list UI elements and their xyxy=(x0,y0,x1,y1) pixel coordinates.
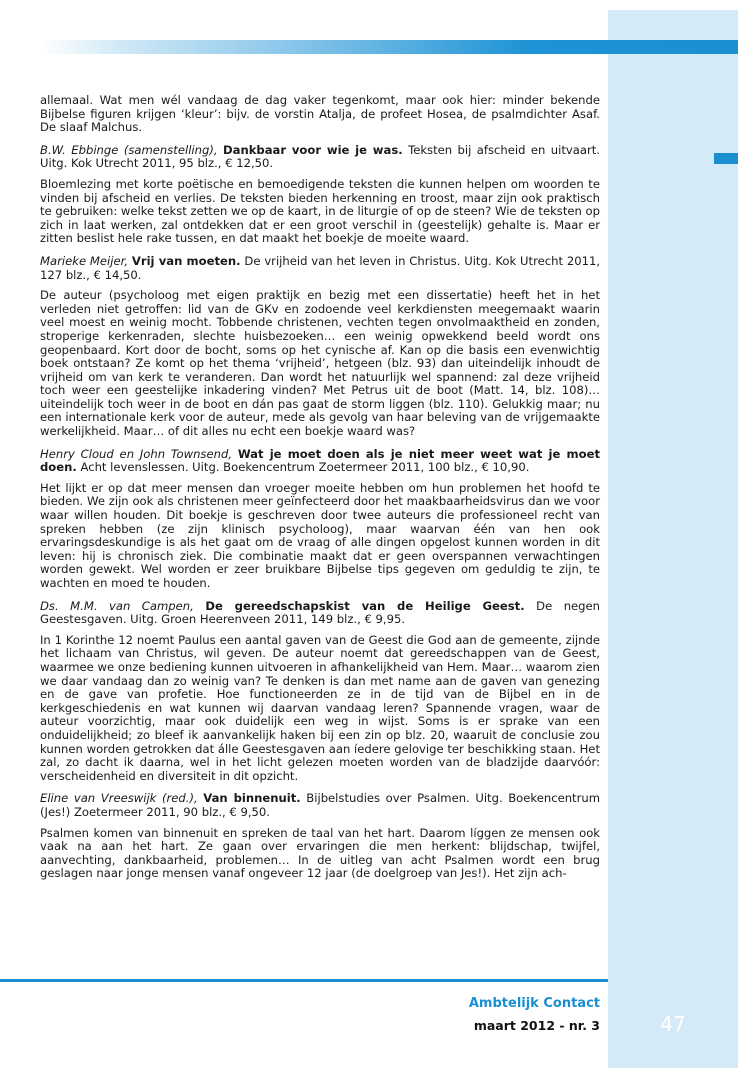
review-title: Van binnenuit. xyxy=(203,791,301,806)
review-heading xyxy=(40,792,600,819)
review-author: Eline van Vreeswijk (red.), xyxy=(40,791,198,806)
review-heading xyxy=(40,600,600,627)
review-details: Teksten bij afscheid en uitvaart. Uitg. Kok Utrecht 2011, 95 blz., € 12,50. xyxy=(40,142,600,171)
review-details: Acht levenslessen. Uitg. Boekencentrum Zoetermeer 2011, 100 blz., € 10,90. xyxy=(80,460,530,475)
review-author: Ds. M.M. van Campen, xyxy=(40,598,194,613)
review-body: Het lijkt er op dat meer mensen dan vroeger moeite hebben om hun problemen het hoofd te bieden. We zijn ook als christenen meer geïnfecteerd door het maakbaarheidsvirus dan we voor waar willen houden. Dit boekje is geschreven door twee auteurs die professioneel recht van spreken hebben (ze zijn klinisch psycholoog), maar waarvan één van hen ook ervaringsdeskundige is als het gaat om de vraag of alle dingen opgelost kunnen worden in dit leven: hij is chronisch ziek. Die combinatie maakt dat er geen overspannen verwachtingen worden gewekt. Wel worden er zeer bruikbare Bijbelse tips gegeven om geduldig te zijn, te wachten en moed te houden. xyxy=(40,480,600,590)
review-body: In 1 Korinthe 12 noemt Paulus een aantal gaven van de Geest die God aan de gemeente, zijnde het lichaam van Christus, wil geven. De auteur noemt dat gereedschappen van de Geest, waarmee we onze bediening kunnen uitvoeren in afhankelijkheid van Hem. Maar… waarom zien we daar vandaag dan zo weinig van? Te denken is dan met name aan de gaven van genezing en de gave van profetie. Hoe functioneerden ze in de tijd van de Bijbel en in de kerkgeschiedenis en wat kunnen wij daarvan vandaag leren? Spannende vragen, waar de auteur voorzichtig, maar ook duidelijk een weg in wijst. Soms is er sprake van een onduidelijkheid; zo bleef ik aanvankelijk haken bij een zin op blz. 20, waaruit de conclusie zou kunnen worden getrokken dat álle Geestesgaven aan íedere gelovige ter beschikking staan. Het zal, zo dacht ik daarna, wel in het licht gelezen moeten worden van de bladzijde daarvóór: verscheidenheid en diversiteit in dit opzicht. xyxy=(40,632,600,783)
review-heading xyxy=(40,448,600,475)
review-heading xyxy=(40,255,600,282)
top-gradient-bar xyxy=(40,40,738,54)
article-body xyxy=(40,94,600,881)
review-author: Henry Cloud en John Townsend, xyxy=(40,446,232,461)
review-heading xyxy=(40,144,600,171)
review-details: De vrijheid van het leven in Christus. Uitg. Kok Utrecht 2011, 127 blz., € 14,50. xyxy=(40,253,601,282)
magazine-name: Ambtelijk Contact xyxy=(468,996,600,1011)
review-details: De negen Geestesgaven. Uitg. Groen Heerenveen 2011, 149 blz., € 9,95. xyxy=(40,598,601,627)
review-title: Vrij van moeten. xyxy=(131,253,241,268)
issue-label: maart 2012 - nr. 3 xyxy=(473,1018,600,1033)
review-title: Dankbaar voor wie je was. xyxy=(223,142,403,157)
review-body: Psalmen komen van binnenuit en spreken de taal van het hart. Daarom líggen ze mensen ook vaak na aan het hart. Ze gaan over ervaringen die men herkent: blijdschap, twijfel, aanvechting, dankbaarheid, problemen… In de uitleg van acht Psalmen wordt een brug geslagen naar jonge mensen vanaf ongeveer 12 jaar (de doelgroep van Jes!). Het zijn ach- xyxy=(40,825,600,881)
review-details: Bijbelstudies over Psalmen. Uitg. Boekencentrum (Jes!) Zoetermeer 2011, 90 blz., € 9,50. xyxy=(40,791,601,819)
side-tab-marker xyxy=(714,153,738,164)
intro-paragraph: allemaal. Wat men wél vandaag de dag vaker tegenkomt, maar ook hier: minder bekende Bijbelse figuren krijgen ‘kleur’: bijv. de vorstin Atalja, de profeet Hosea, de psalmdichter Asaf. De slaaf Malchus. xyxy=(40,93,600,135)
review-body: De auteur (psycholoog met eigen praktijk en bezig met een dissertatie) heeft het in het verleden niet getroffen: lid van de GKv en zodoende veel kerkdiensten meegemaakt waarin veel moest en weinig mocht. Tobbende christenen, vechten tegen onvolmaaktheid en zonden, stroperige kerkenraden, slechte huisbezoeken… een weinig opwekkend beeld wordt ons geopenbaard. Kort door de bocht, soms op het cynische af. Kan op die basis een evenwichtig boek ontstaan? Ze komt op het thema ‘vrijheid’, hetgeen (blz. 93) dan uiteindelijk inhoudt de vrijheid om van kerk te veranderen. Dan wordt het natuurlijk wel spannend: zal deze vrijheid toch weer een geestelijke inkadering vinden? Met Petrus uit de boot (Matt. 14, blz. 108)… uiteindelijk toch weer in de boot en dán pas gaat de storm liggen (blz. 110). Gelukkig maar; nu een internationale kerk voor de auteur, mede als gevolg van haar beleving van de vrijgemaakte werkelijkheid. Maar… of dit alles nu echt een boekje waard was? xyxy=(40,288,600,439)
footer-rule xyxy=(0,979,608,982)
review-title: Wat je moet doen als je niet meer weet wat je moet doen. xyxy=(40,446,600,475)
page-number: 47 xyxy=(660,1012,686,1036)
review-body: Bloemlezing met korte poëtische en bemoedigende teksten die kunnen helpen om woorden te vinden bij afscheid en verlies. De teksten bieden herkenning en troost, maar zijn ook praktisch te gebruiken: welke tekst zetten we op de kaart, in de liturgie of op de steen? Wie de teksten op zich in laat werken, zal ontdekken dat er een groot verschil in (geestelijk) gehalte is. Maar er zitten beslist hele rake tussen, en dat maakt het boekje de moeite waard. xyxy=(40,176,601,246)
side-panel xyxy=(608,10,738,1068)
review-title: De gereedschapskist van de Heilige Geest. xyxy=(205,598,525,613)
review-author: B.W. Ebbinge (samenstelling), xyxy=(40,142,218,157)
review-author: Marieke Meijer, xyxy=(40,253,129,268)
